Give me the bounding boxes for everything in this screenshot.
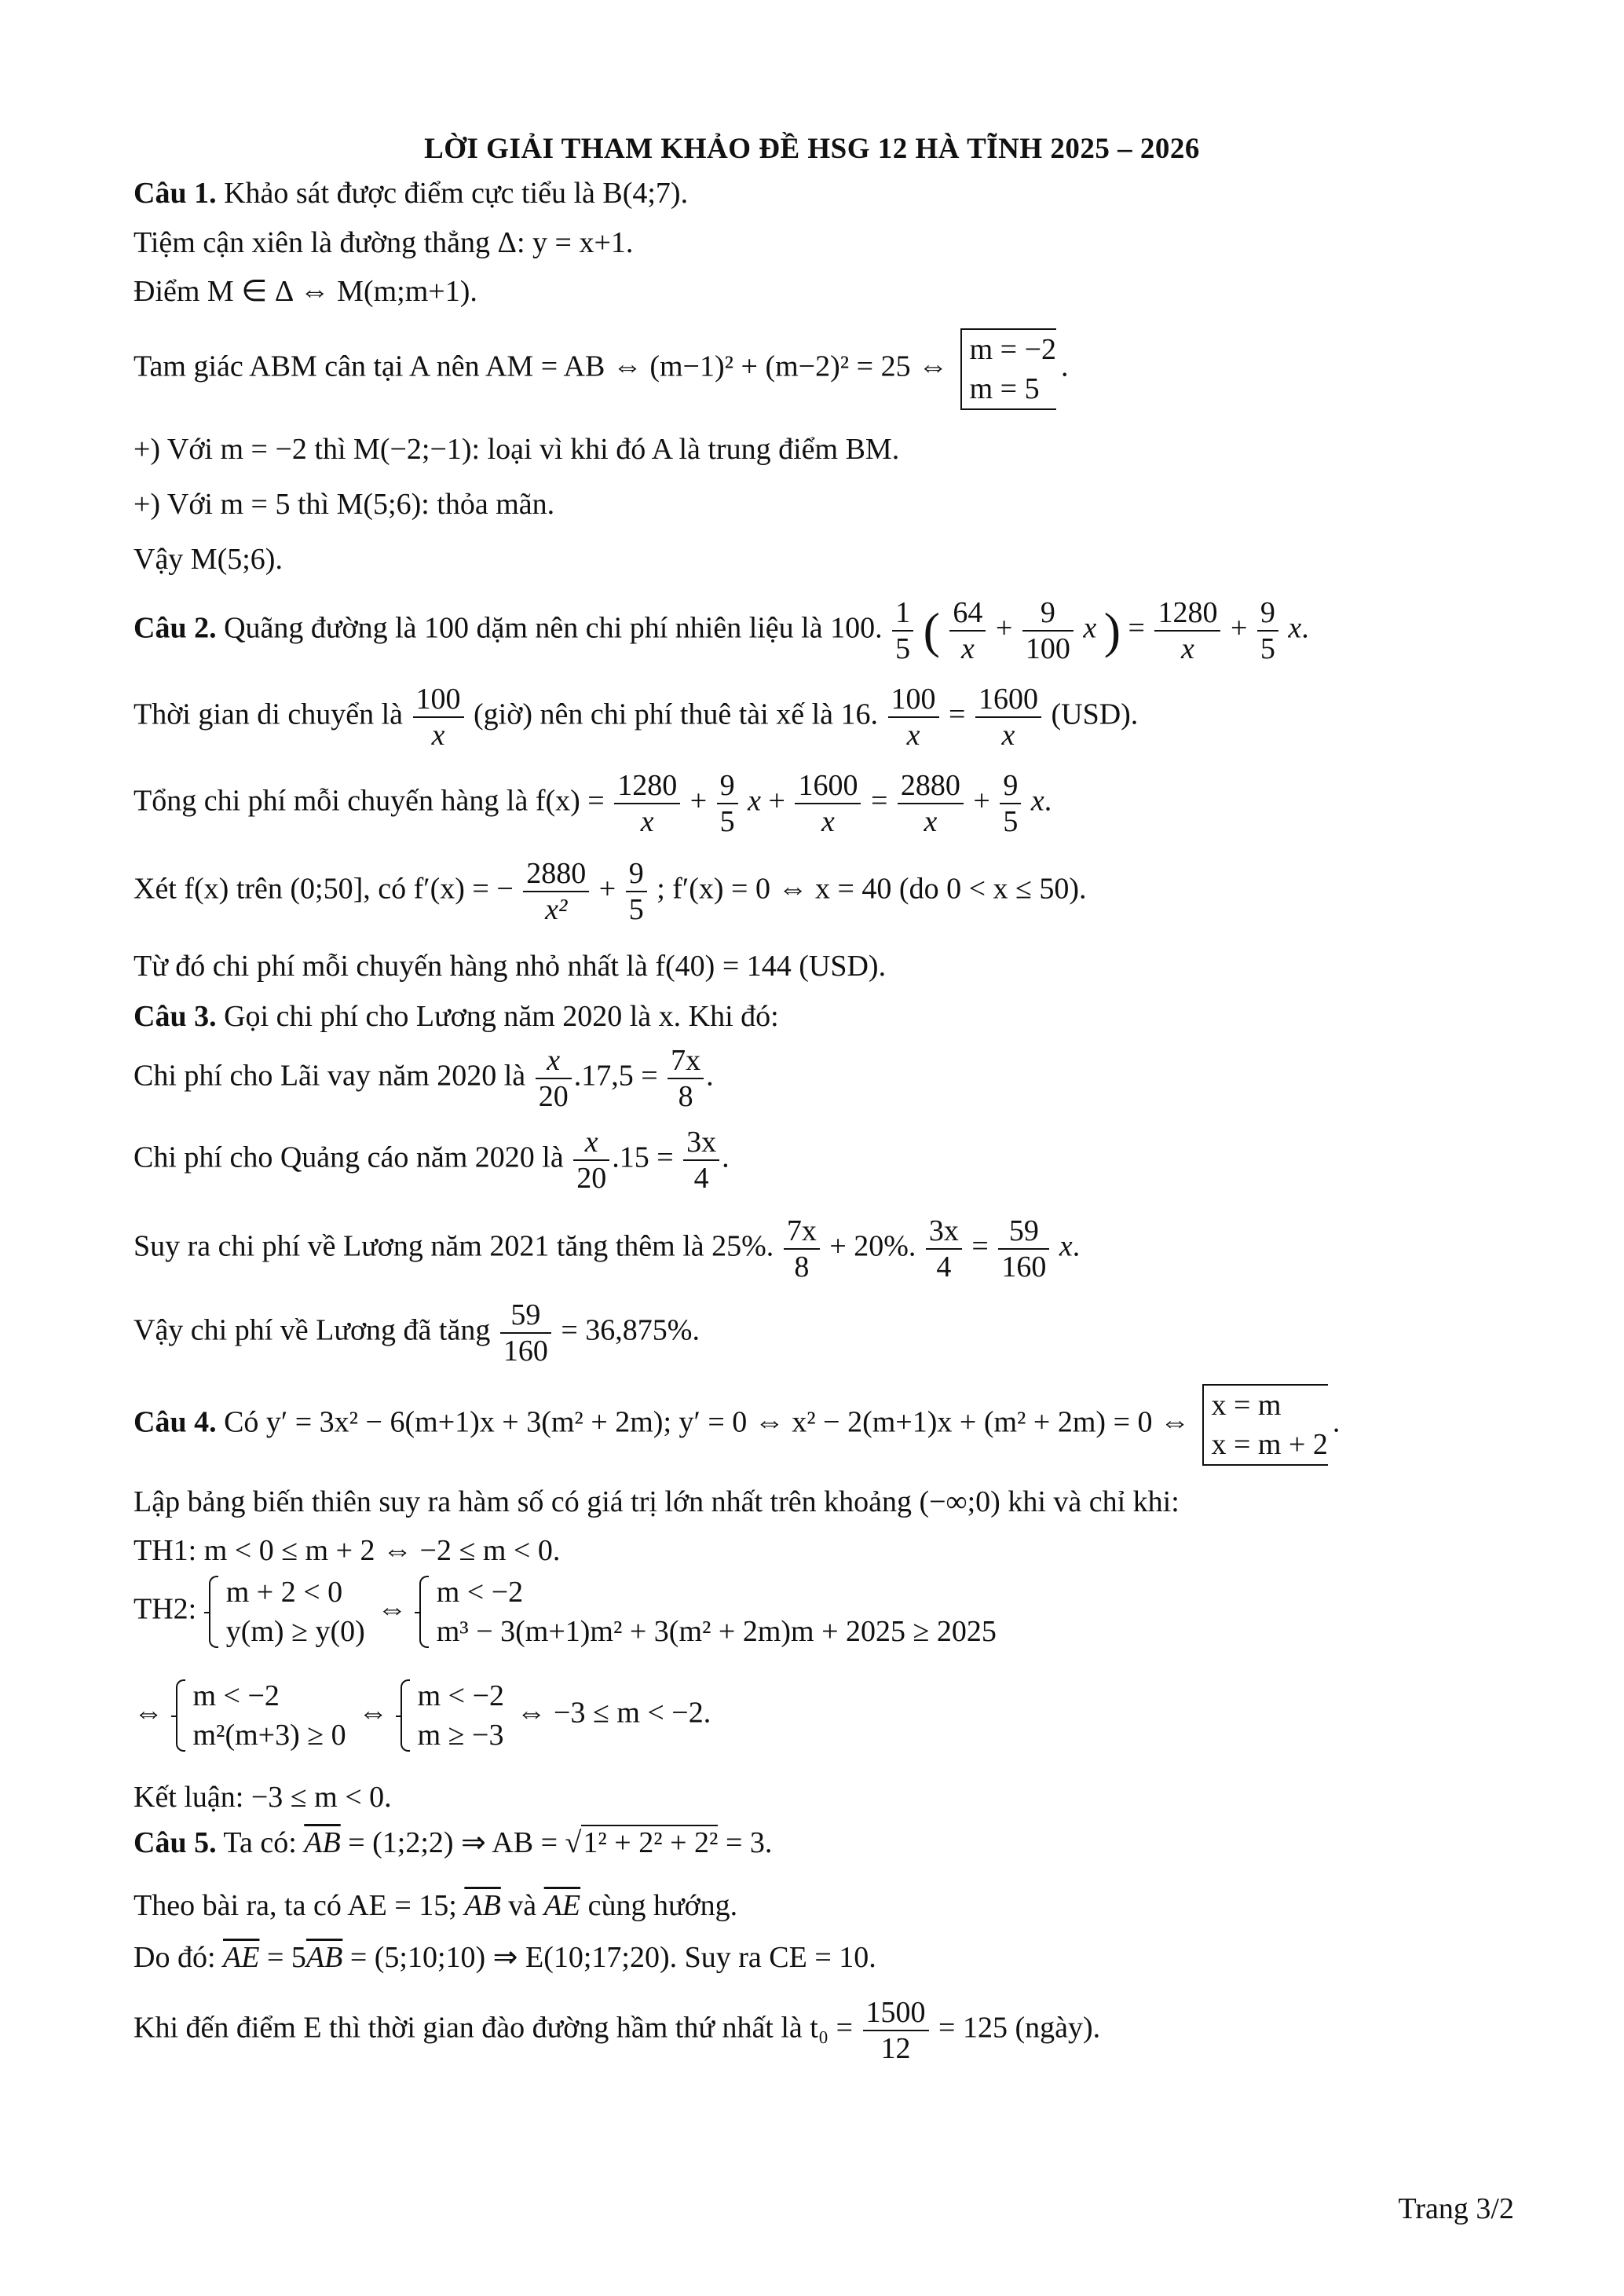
fraction-num: 2880 xyxy=(898,768,964,804)
q1-label: Câu 1. xyxy=(134,177,217,210)
dot: . xyxy=(1332,1405,1341,1439)
q5-text-3a: Do đó: xyxy=(134,1941,216,1974)
var-x: x xyxy=(748,784,762,818)
fraction-den: x xyxy=(640,805,654,838)
fraction xyxy=(1022,595,1074,666)
fraction-den: 5 xyxy=(895,632,911,665)
fraction-num: 9 xyxy=(1257,595,1278,632)
fraction-num: 1600 xyxy=(795,768,861,804)
q5-text-3b: = 5 xyxy=(266,1941,306,1974)
fraction-num: x xyxy=(536,1043,572,1079)
q4-system-2 xyxy=(419,1573,997,1651)
plus: + xyxy=(768,784,785,818)
q1-text-6: +) Với m = 5 thì M(5;6): thỏa mãn. xyxy=(134,488,555,521)
q3-text-4a: Suy ra chi phí về Lương năm 2021 tăng thêm là 25%. xyxy=(134,1229,774,1263)
fraction xyxy=(500,1298,551,1368)
iff: ⇔ xyxy=(358,1696,389,1730)
q4-line-1 xyxy=(134,1384,1340,1466)
q2-line-2 xyxy=(134,682,1138,753)
fraction xyxy=(975,682,1041,753)
fraction-den: 4 xyxy=(693,1162,709,1195)
fraction xyxy=(892,595,913,666)
paren: ( xyxy=(923,602,940,658)
q4-cond-2a: m < −2 xyxy=(436,1576,524,1609)
q4-cond-3a: m < −2 xyxy=(192,1679,280,1712)
fraction xyxy=(573,1125,609,1196)
q1-text-5: +) Với m = −2 thì M(−2;−1): loại vì khi đó A là trung điểm BM. xyxy=(134,433,900,466)
q4-text-1: Có y′ = 3x² − 6(m+1)x + 3(m² + 2m); y′ = 0 ⇔ x² − 2(m+1)x + (m² + 2m) = 0 ⇔ xyxy=(224,1405,1190,1439)
q5-line-3 xyxy=(134,1939,876,1976)
q4-cond-1b: y(m) ≥ y(0) xyxy=(225,1615,365,1648)
q4-system-4 xyxy=(401,1676,504,1755)
equals: = xyxy=(1128,611,1145,645)
q4-th2-label: TH2: xyxy=(134,1592,197,1626)
q4-cond-3b: m²(m+3) ≥ 0 xyxy=(192,1719,346,1752)
q5-text-4a: Khi đến điểm E thì thời gian đào đường hầm thứ nhất là t₀ = xyxy=(134,2011,854,2045)
q3-text-4b: + 20%. xyxy=(829,1229,916,1263)
q5-label: Câu 5. xyxy=(134,1826,217,1859)
q4-root-2: x = m + 2 xyxy=(1211,1428,1328,1461)
fraction xyxy=(1154,595,1220,666)
fraction xyxy=(523,856,589,927)
q1-text-4: Tam giác ABM cân tại A nên AM = AB ⇔ (m−1)² + (m−2)² = 25 ⇔ xyxy=(134,350,949,383)
fraction-den: 5 xyxy=(719,805,735,838)
q1-case-1: m = −2 xyxy=(969,333,1056,366)
q3-line-2 xyxy=(134,1043,714,1114)
fraction-den: x xyxy=(431,719,445,752)
q1-line-7 xyxy=(134,540,283,578)
fraction-den: 5 xyxy=(628,893,644,926)
q2-text-4b: ; f′(x) = 0 ⇔ x = 40 (do 0 < x ≤ 50). xyxy=(657,872,1087,906)
vector-ab: $\overline{AB}$ xyxy=(304,1826,341,1859)
dot: . xyxy=(706,1059,714,1093)
fraction xyxy=(888,682,939,753)
q4-line-3 xyxy=(134,1532,560,1569)
q4-text-2: Lập bảng biến thiên suy ra hàm số có giá trị lớn nhất trên khoảng (−∞;0) khi và chỉ khi: xyxy=(134,1485,1180,1518)
q4-line-4 xyxy=(134,1573,1001,1651)
fraction-num: 59 xyxy=(500,1298,551,1334)
fraction-den: x xyxy=(821,805,835,838)
var-x: x xyxy=(1083,611,1097,645)
fraction xyxy=(863,1995,929,2066)
q5-line-4 xyxy=(134,1995,1100,2066)
q4-cond-2b: m³ − 3(m+1)m² + 3(m² + 2m)m + 2025 ≥ 2025 xyxy=(436,1615,997,1648)
q1-case-2: m = 5 xyxy=(969,372,1040,405)
page-number: Trang 3/2 xyxy=(1398,2192,1514,2225)
q1-line-4 xyxy=(134,328,1069,410)
q5-line-2 xyxy=(134,1887,737,1924)
q1-text-3: Điểm M ∈ Δ ⇔ M(m;m+1). xyxy=(134,275,477,308)
fraction-num: 59 xyxy=(998,1214,1049,1250)
q1-dot: . xyxy=(1061,350,1069,383)
q2-text-5: Từ đó chi phí mỗi chuyến hàng nhỏ nhất là f(40) = 144 (USD). xyxy=(134,950,887,983)
q4-label: Câu 4. xyxy=(134,1405,217,1439)
vector-ae: $\overline{AE}$ xyxy=(223,1941,260,1974)
var-x: x xyxy=(1030,784,1044,818)
vector-ab: $\overline{AB}$ xyxy=(305,1941,343,1974)
plus: + xyxy=(973,784,990,818)
q4-text-3: TH1: m < 0 ≤ m + 2 ⇔ −2 ≤ m < 0. xyxy=(134,1534,561,1567)
fraction-den: x² xyxy=(545,893,568,926)
q3-text-2b: .17,5 = xyxy=(573,1059,658,1093)
q1-line-1 xyxy=(134,174,688,212)
fraction-den: x xyxy=(924,805,938,838)
dot: . xyxy=(1301,611,1309,645)
q4-cond-4b: m ≥ −3 xyxy=(417,1719,504,1752)
fraction xyxy=(898,768,964,839)
fraction-num: 9 xyxy=(626,856,647,892)
fraction-den: 8 xyxy=(794,1251,810,1283)
q1-text-7: Vậy M(5;6). xyxy=(134,543,283,576)
q5-text-1d: = 3. xyxy=(725,1826,773,1859)
q4-conclusion: Kết luận: −3 ≤ m < 0. xyxy=(134,1781,392,1814)
fraction xyxy=(998,1214,1049,1284)
q1-text-1: Khảo sát được điểm cực tiểu là B(4;7). xyxy=(224,177,689,210)
q3-text-3a: Chi phí cho Quảng cáo năm 2020 là xyxy=(134,1141,564,1174)
fraction-num: 1280 xyxy=(1154,595,1220,632)
q2-line-4 xyxy=(134,856,1087,927)
equals: = xyxy=(971,1229,989,1263)
fraction-num: 1500 xyxy=(863,1995,929,2031)
q4-cond-1a: m + 2 < 0 xyxy=(225,1576,343,1609)
q2-text-2a: Thời gian di chuyển là xyxy=(134,698,404,731)
q1-line-5 xyxy=(134,430,899,468)
q2-text-4a: Xét f(x) trên (0;50], có f′(x) = − xyxy=(134,872,514,906)
q4-line-2 xyxy=(134,1483,1180,1521)
fraction-num: 3x xyxy=(926,1214,962,1250)
vector-ab: $\overline{AB}$ xyxy=(464,1889,501,1922)
q2-text-1: Quãng đường là 100 dặm nên chi phí nhiên liệu là 100. xyxy=(224,611,883,645)
q4-system-1 xyxy=(209,1573,365,1651)
q2-line-5 xyxy=(134,947,886,985)
q5-line-1 xyxy=(134,1824,772,1862)
q5-text-3c: = (5;10;10) ⇒ E(10;17;20). Suy ra CE = 10. xyxy=(349,1941,876,1974)
fraction xyxy=(1000,768,1021,839)
fraction-num: 100 xyxy=(413,682,464,718)
fraction-num: 1280 xyxy=(614,768,680,804)
fraction-den: x xyxy=(906,719,920,752)
fraction xyxy=(668,1043,704,1114)
q5-text-4b: = 125 (ngày). xyxy=(938,2011,1101,2045)
fraction-num: 9 xyxy=(1000,768,1021,804)
q5-text-1b: = (1;2;2) ⇒ AB = xyxy=(348,1826,565,1859)
fraction-num: 64 xyxy=(949,595,986,632)
fraction-num: 1 xyxy=(892,595,913,632)
q3-label: Câu 3. xyxy=(134,1000,217,1033)
equals: = xyxy=(949,698,966,731)
fraction xyxy=(717,768,738,839)
q1-line-3 xyxy=(134,273,477,310)
q3-text-3b: .15 = xyxy=(612,1141,674,1174)
dot: . xyxy=(722,1141,730,1174)
q3-text-5a: Vậy chi phí về Lương đã tăng xyxy=(134,1313,491,1347)
q5-text-2b: và xyxy=(508,1889,537,1922)
fraction xyxy=(626,856,647,927)
fraction xyxy=(784,1214,820,1284)
fraction-num: 9 xyxy=(1022,595,1074,632)
q2-text-3: Tổng chi phí mỗi chuyến hàng là f(x) = xyxy=(134,784,605,818)
q4-root-1: x = m xyxy=(1211,1389,1282,1422)
q4-roots-bracket xyxy=(1202,1384,1328,1466)
fraction-den: x xyxy=(1181,632,1194,665)
fraction-den: 20 xyxy=(576,1162,607,1195)
fraction-den: 12 xyxy=(880,2032,911,2065)
q1-text-2: Tiệm cận xiên là đường thẳng Δ: y = x+1. xyxy=(134,226,634,259)
fraction xyxy=(1257,595,1278,666)
q1-solution-bracket xyxy=(960,328,1056,410)
var-x: x xyxy=(1288,611,1302,645)
q2-text-2b: (giờ) nên chi phí thuê tài xế là 16. xyxy=(474,698,879,731)
fraction xyxy=(683,1125,719,1196)
fraction-den: 100 xyxy=(1025,632,1070,665)
fraction-den: 5 xyxy=(1260,632,1275,665)
q4-line-5 xyxy=(134,1676,711,1755)
vector-ae: $\overline{AE}$ xyxy=(543,1889,581,1922)
q4-line-6 xyxy=(134,1778,392,1816)
q4-system-result: ⇔ −3 ≤ m < −2. xyxy=(516,1696,711,1730)
sqrt-radicand: 1² + 2² + 2² xyxy=(583,1826,719,1859)
var-x: x xyxy=(1059,1229,1073,1263)
q3-line-4 xyxy=(134,1214,1080,1284)
iff: ⇔ xyxy=(134,1696,163,1730)
q3-text-5b: = 36,875%. xyxy=(561,1313,700,1347)
fraction-num: 2880 xyxy=(523,856,589,892)
q5-text-1a: Ta có: xyxy=(223,1826,297,1859)
page-title: LỜI GIẢI THAM KHẢO ĐỀ HSG 12 HÀ TĨNH 2025 – 2026 xyxy=(424,133,1200,165)
q5-text-2c: cùng hướng. xyxy=(587,1889,738,1922)
q3-line-3 xyxy=(134,1125,730,1196)
q1-line-6 xyxy=(134,485,554,523)
q3-text-2a: Chi phí cho Lãi vay năm 2020 là xyxy=(134,1059,526,1093)
iff: ⇔ xyxy=(377,1592,408,1626)
fraction xyxy=(413,682,464,753)
q4-cond-4a: m < −2 xyxy=(417,1679,505,1712)
fraction-den: 8 xyxy=(678,1080,693,1113)
fraction xyxy=(614,768,680,839)
fraction xyxy=(926,1214,962,1284)
q2-line-3 xyxy=(134,768,1052,839)
fraction-den: 160 xyxy=(503,1335,548,1368)
fraction-num: 7x xyxy=(668,1043,704,1079)
fraction-num: 1600 xyxy=(975,682,1041,718)
q5-text-2a: Theo bài ra, ta có AE = 15; xyxy=(134,1889,457,1922)
fraction-num: x xyxy=(573,1125,609,1161)
fraction-den: x xyxy=(960,632,975,665)
fraction xyxy=(795,768,861,839)
q3-line-1 xyxy=(134,998,779,1035)
fraction xyxy=(949,595,986,666)
fraction-den: 5 xyxy=(1003,805,1019,838)
sqrt-sign: √ xyxy=(565,1826,582,1859)
fraction-num: 9 xyxy=(717,768,738,804)
q4-system-3 xyxy=(176,1676,346,1755)
q2-line-1 xyxy=(134,595,1309,666)
dot: . xyxy=(1044,784,1052,818)
q2-text-2c: (USD). xyxy=(1051,698,1139,731)
plus: + xyxy=(995,611,1013,645)
q1-line-2 xyxy=(134,224,633,262)
fraction-num: 100 xyxy=(888,682,939,718)
plus: + xyxy=(598,872,616,906)
q3-text-1: Gọi chi phí cho Lương năm 2020 là x. Khi đó: xyxy=(224,1000,779,1033)
fraction-den: x xyxy=(1001,719,1015,752)
q3-line-5 xyxy=(134,1298,700,1368)
fraction-den: 20 xyxy=(538,1080,569,1113)
fraction-num: 7x xyxy=(784,1214,820,1250)
paren: ) xyxy=(1103,602,1121,658)
plus: + xyxy=(689,784,708,818)
q2-label: Câu 2. xyxy=(134,611,217,645)
equals: = xyxy=(870,784,888,818)
fraction-den: 160 xyxy=(1001,1251,1047,1283)
fraction-den: 4 xyxy=(936,1251,952,1283)
plus: + xyxy=(1230,611,1248,645)
dot: . xyxy=(1072,1229,1081,1263)
fraction-num: 3x xyxy=(683,1125,719,1161)
fraction xyxy=(536,1043,572,1114)
